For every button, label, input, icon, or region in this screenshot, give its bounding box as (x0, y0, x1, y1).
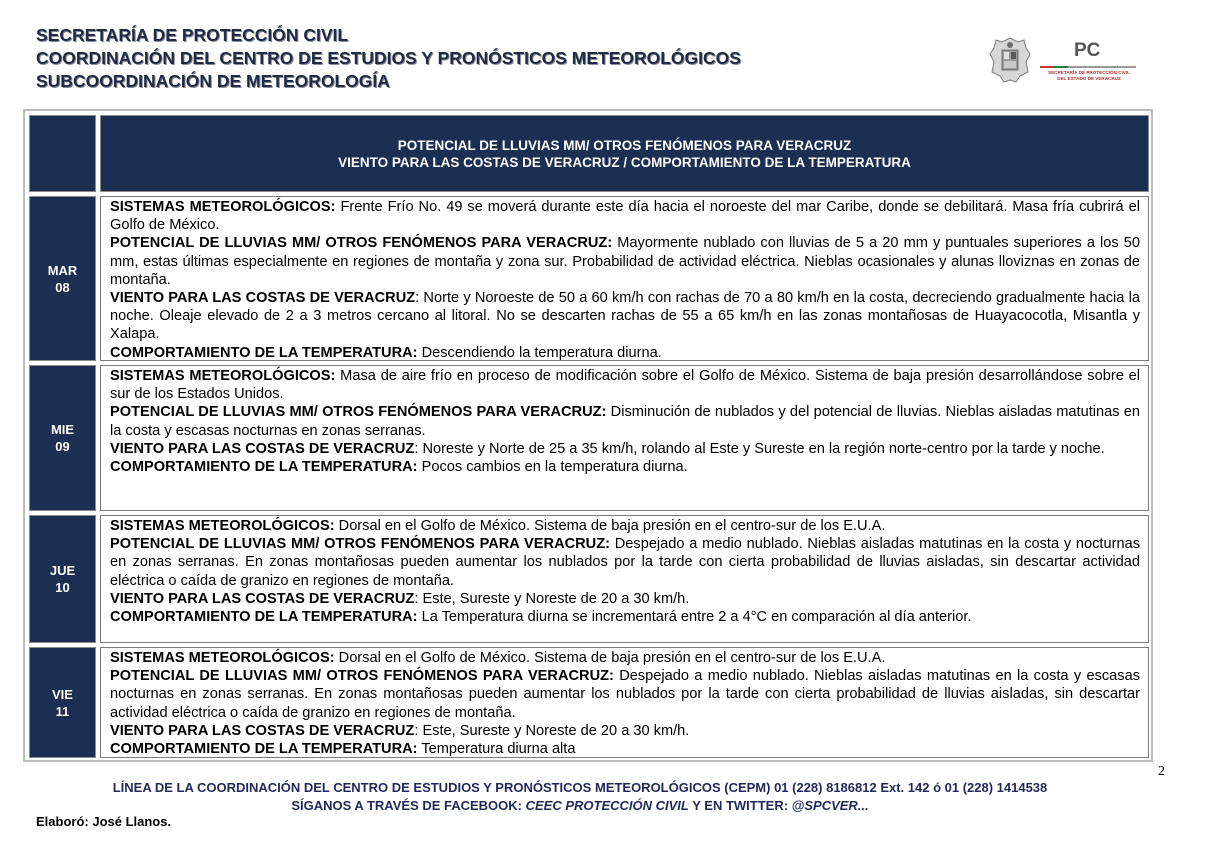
header-line-2: COORDINACIÓN DEL CENTRO DE ESTUDIOS Y PRONÓSTICOS METEOROLÓGICOS (36, 48, 741, 68)
day-cell (29, 196, 96, 361)
author-credit: Elaboró: José Llanos. (36, 814, 172, 829)
day-name: MIE (50, 422, 75, 437)
day-date: 08 (55, 279, 70, 295)
lluvias-paragraph: POTENCIAL DE LLUVIAS MM/ OTROS FENÓMENOS PARA VERACRUZ: Despejado a medio nublado. Nieblas aisladas matutinas en la costa y nocturnas en zonas serranas. En zonas montañosas pueden aumentar los nublados por la tarde con cierta probabilidad de lluvias aisladas, sin descartar actividad eléctrica o caída de granizo en regiones de montaña. (110, 536, 1140, 589)
lluvias-paragraph: POTENCIAL DE LLUVIAS MM/ OTROS FENÓMENOS PARA VERACRUZ: Mayormente nublado con lluvias de 5 a 20 mm y puntuales superiores a los 50 mm, estas últimas especialmente en regiones de montaña y zona sur. Probabilidad de actividad eléctrica. Nieblas ocasionales y alunas lloviznas en zonas de montaña. (110, 235, 1140, 288)
temperatura-paragraph: COMPORTAMIENTO DE LA TEMPERATURA: Descendiendo la temperatura diurna. (110, 344, 662, 361)
forecast-text (100, 647, 1149, 758)
day-name: VIE (52, 686, 73, 702)
footer-phone-line: LÍNEA DE LA COORDINACIÓN DEL CENTRO DE ESTUDIOS Y PRONÓSTICOS METEOROLÓGICOS (CEPM) 01 (228) 8186812 Ext. 142 ó 01 (228) 1414538 (112, 780, 1048, 795)
sistemas-paragraph: SISTEMAS METEOROLÓGICOS: Dorsal en el Golfo de México. Sistema de baja presión en el centro-sur de los E.U.A. (110, 650, 886, 666)
sistemas-paragraph: SISTEMAS METEOROLÓGICOS: Frente Frío No. 49 se moverá durante este día hacia el noroeste del mar Caribe, donde se debilitará. Masa fría cubrirá el Golfo de México. (110, 199, 1141, 234)
viento-paragraph: VIENTO PARA LAS COSTAS DE VERACRUZ: Noreste y Norte de 25 a 35 km/h, rolando al Este y Sureste en la región norte-centro por la tarde y noche. (110, 440, 1105, 457)
table-row (29, 365, 1149, 511)
day-date: 11 (55, 703, 70, 719)
twitter-handle: @SPCVER... (791, 798, 869, 813)
temperatura-paragraph: COMPORTAMIENTO DE LA TEMPERATURA: Pocos cambios en la temperatura diurna. (110, 459, 688, 476)
table-header-corner (29, 115, 96, 192)
viento-paragraph: VIENTO PARA LAS COSTAS DE VERACRUZ: Este, Sureste y Noreste de 20 a 30 km/h. (110, 590, 690, 607)
table-row (29, 647, 1149, 758)
day-name: MAR (47, 262, 78, 278)
table-row (29, 196, 1149, 361)
forecast-table (23, 109, 1153, 762)
sistemas-paragraph: SISTEMAS METEOROLÓGICOS: Dorsal en el Golfo de México. Sistema de baja presión en el centro-sur de los E.U.A. (110, 518, 886, 534)
facebook-handle: CEEC PROTECCIÓN CIVIL (525, 798, 689, 813)
header-line-1: SECRETARÍA DE PROTECCIÓN CIVIL (36, 25, 349, 45)
footer (0, 779, 1160, 815)
page-number: 2 (1158, 764, 1165, 779)
day-date: 10 (55, 580, 70, 595)
forecast-text (100, 365, 1149, 511)
day-date: 09 (55, 439, 70, 454)
pc-logo-text: PC (1074, 40, 1101, 61)
temperatura-paragraph: COMPORTAMIENTO DE LA TEMPERATURA: La Temperatura diurna se incrementará entre 2 a 4°C en comparación al día anterior. (110, 609, 972, 626)
lluvias-paragraph: POTENCIAL DE LLUVIAS MM/ OTROS FENÓMENOS PARA VERACRUZ: Despejado a medio nublado. Nieblas aisladas matutinas en la costa y escasas nocturnas en zonas serranas. En zonas montañosas pueden aumentar los nublados por la tarde con cierta probabilidad de lluvias aisladas, sin descartar actividad eléctrica o caída de granizo en regiones de montaña. (110, 668, 1140, 721)
day-name: JUE (49, 563, 76, 578)
header-line-3: SUBCOORDINACIÓN DE METEOROLOGÍA (36, 71, 390, 91)
temperatura-paragraph: COMPORTAMIENTO DE LA TEMPERATURA: Temperatura diurna alta (110, 741, 576, 758)
forecast-text (100, 515, 1149, 643)
viento-paragraph: VIENTO PARA LAS COSTAS DE VERACRUZ: Este, Sureste y Noreste de 20 a 30 km/h. (110, 722, 690, 739)
document-header (36, 24, 741, 93)
day-cell (29, 365, 96, 511)
veracruz-seal-icon (988, 36, 1032, 84)
sistemas-paragraph: SISTEMAS METEOROLÓGICOS: Masa de aire frío en proceso de modificación sobre el Golfo de México. Sistema de baja presión desarrollándose sobre el sur de los Estados Unidos. (110, 368, 1140, 403)
pc-logo-caption: SECRETARÍA DE PROTECCIÓN CIVIL DEL ESTADO DE VERACRUZ (1048, 70, 1130, 81)
lluvias-paragraph: POTENCIAL DE LLUVIAS MM/ OTROS FENÓMENOS PARA VERACRUZ: Disminución de nublados y del potencial de lluvias. Nieblas aisladas matutinas en la costa y escasas nocturnas en zonas serranas. (110, 404, 1140, 439)
forecast-text (100, 196, 1149, 361)
table-header-title: POTENCIAL DE LLUVIAS MM/ OTROS FENÓMENOS PARA VERACRUZ VIENTO PARA LAS COSTAS DE VERACRUZ / COMPORTAMIENTO DE LA TEMPERATURA (100, 115, 1149, 192)
logos (988, 36, 1148, 86)
day-cell (29, 515, 96, 643)
day-cell (29, 647, 96, 758)
table-row (29, 515, 1149, 643)
viento-paragraph: VIENTO PARA LAS COSTAS DE VERACRUZ: Norte y Noroeste de 50 a 60 km/h con rachas de 70 a 80 km/h en la costa, decreciendo gradualmente hacia la noche. Oleaje elevado de 2 a 3 metros cercano al litoral. No se descarten rachas de 55 a 65 km/h en las zonas montañosas de Huayacocotla, Misantla y Xalapa. (110, 290, 1140, 343)
pc-logo-bar (1040, 66, 1136, 68)
table-header-row (29, 115, 1149, 192)
footer-social-line: SÍGANOS A TRAVÉS DE FACEBOOK: CEEC PROTECCIÓN CIVIL Y EN TWITTER: @SPCVER... (291, 798, 869, 813)
